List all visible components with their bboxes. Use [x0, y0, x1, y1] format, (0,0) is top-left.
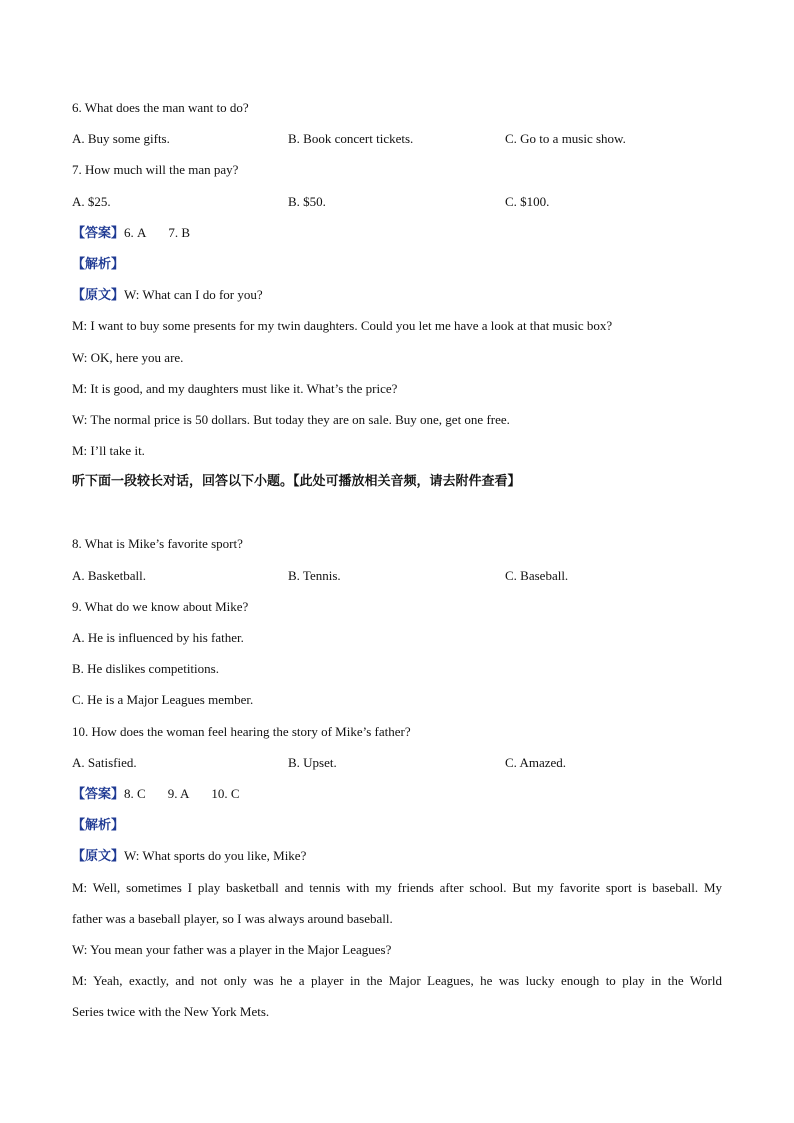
- transcript-line-1-5: M: I’ll take it.: [72, 443, 145, 459]
- transcript-line-1-0: [72, 285, 722, 316]
- analysis-line-1: [72, 254, 722, 285]
- transcript-line-2-5: Series twice with the New York Mets.: [72, 1004, 270, 1020]
- transcript-line-2-0: [72, 846, 722, 877]
- question-7-options: [72, 192, 722, 223]
- option-10a: A. Satisfied.: [72, 754, 137, 770]
- question-6: 6. What does the man want to do?: [72, 100, 249, 115]
- answer-line-2: [72, 784, 722, 815]
- option-7b: B. $50.: [288, 193, 326, 209]
- analysis-line-2: [72, 815, 722, 846]
- transcript-line-1-4: W: The normal price is 50 dollars. But today they are on sale. Buy one, get one free.: [72, 411, 510, 427]
- exam-page: [72, 98, 722, 1033]
- option-7a: A. $25.: [72, 193, 111, 209]
- answer-9: 9. A: [167, 785, 190, 801]
- option-6a: A. Buy some gifts.: [72, 131, 170, 147]
- option-6b: B. Book concert tickets.: [288, 131, 414, 147]
- question-7: 7. How much will the man pay?: [72, 162, 239, 178]
- option-6c: C. Go to a music show.: [505, 131, 626, 147]
- option-7c: C. $100.: [505, 193, 550, 209]
- option-8a: A. Basketball.: [72, 567, 147, 583]
- answer-label: 【答案】: [72, 786, 125, 802]
- option-10c: C. Amazed.: [505, 754, 567, 770]
- answer-6: 6. A: [124, 224, 147, 240]
- answer-7: 7. B: [168, 224, 191, 240]
- option-10b: B. Upset.: [288, 754, 337, 770]
- question-8-options: [72, 566, 722, 597]
- answer-line-1: [72, 223, 722, 254]
- analysis-label: 【解析】: [72, 256, 125, 272]
- transcript-text: W: What sports do you like, Mike?: [124, 848, 307, 864]
- question-10-options: [72, 753, 722, 784]
- answer-10: 10. C: [211, 785, 240, 801]
- option-9a: A. He is influenced by his father.: [72, 630, 244, 645]
- transcript-label: 【原文】: [72, 288, 125, 304]
- answer-8: 8. C: [124, 785, 146, 801]
- question-10: 10. How does the woman feel hearing the story of Mike’s father?: [72, 723, 411, 739]
- transcript-line-2-2: father was a baseball player, so I was always around baseball.: [72, 910, 393, 926]
- listening-instruction: 听下面一段较长对话，回答以下小题。【此处可播放相关音频，请去附件查看】: [72, 474, 521, 490]
- answer-label: 【答案】: [72, 225, 125, 241]
- question-8: 8. What is Mike’s favorite sport?: [72, 536, 243, 552]
- option-8b: B. Tennis.: [288, 567, 341, 583]
- transcript-line-1-2: W: OK, here you are.: [72, 349, 184, 365]
- question-9: 9. What do we know about Mike?: [72, 598, 249, 614]
- transcript-line-1-1: M: I want to buy some presents for my twin daughters. Could you let me have a look at that music box?: [72, 318, 613, 334]
- option-8c: C. Baseball.: [505, 567, 569, 583]
- transcript-line-2-3: W: You mean your father was a player in the Major Leagues?: [72, 941, 392, 957]
- transcript-line-1-3: M: It is good, and my daughters must like it. What’s the price?: [72, 380, 398, 396]
- option-9c: C. He is a Major Leagues member.: [72, 692, 254, 708]
- analysis-label: 【解析】: [72, 818, 125, 834]
- question-6-options: [72, 129, 722, 160]
- transcript-line-2-4: M: Yeah, exactly, and not only was he a player in the Major Leagues, he was lucky enough to play in the World: [72, 973, 722, 989]
- transcript-line-2-1: M: Well, sometimes I play basketball and tennis with my friends after school. But my favorite sport is baseball. My: [72, 879, 722, 895]
- transcript-text: W: What can I do for you?: [124, 287, 263, 303]
- option-9b: B. He dislikes competitions.: [72, 661, 219, 677]
- transcript-label: 【原文】: [72, 849, 125, 865]
